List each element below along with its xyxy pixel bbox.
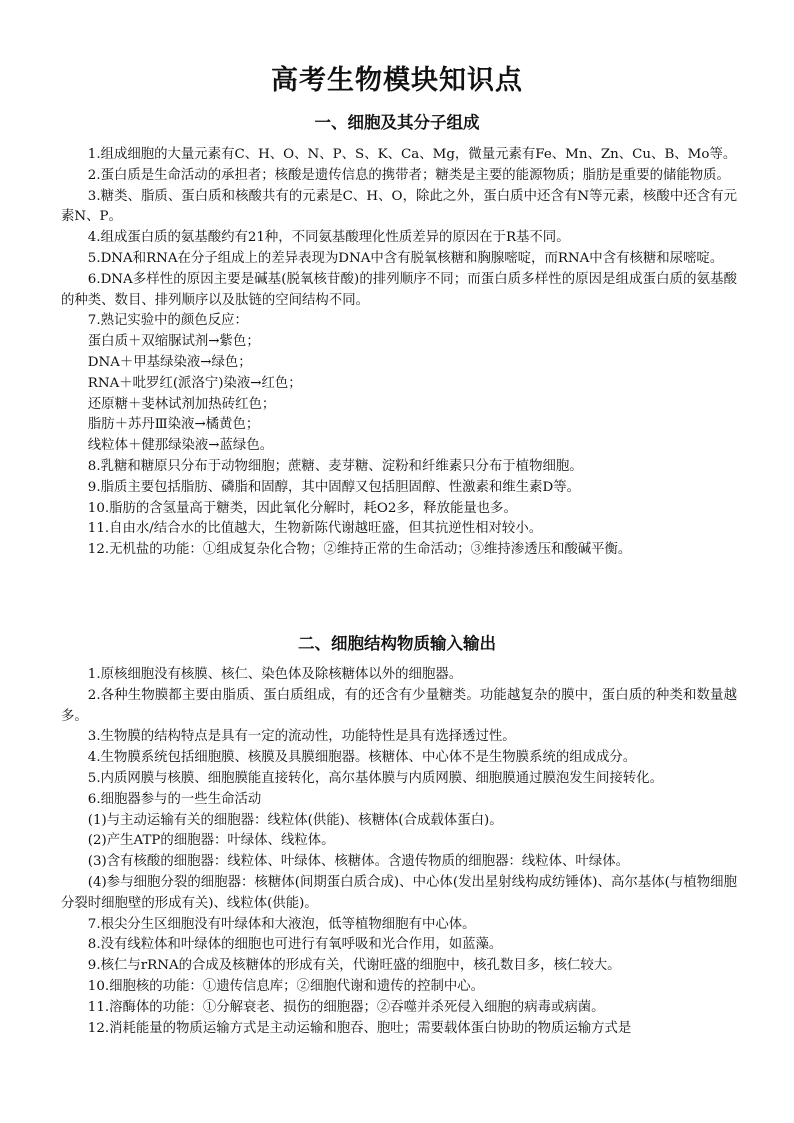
color-reaction-line: 线粒体＋健那绿染液→蓝绿色。 [87,438,274,454]
paragraph: 6.细胞器参与的一些生命活动 [87,791,262,807]
paragraph: 3.生物膜的结构特点是具有一定的流动性，功能特性是具有选择透过性。 [87,729,516,745]
paragraph: 12.无机盐的功能：①组成复杂化合物；②维持正常的生命活动；③维持渗透压和酸碱平衡。 [87,542,632,558]
paragraph: 9.脂质主要包括脂肪、磷脂和固醇，其中固醇又包括胆固醇、性激素和维生素D等。 [87,479,580,495]
paragraph: 4.组成蛋白质的氨基酸约有21种，不同氨基酸理化性质差异的原因在于R基不同。 [87,230,570,246]
paragraph: 1.原核细胞没有核膜、核仁、染色体及除核糖体以外的细胞器。 [87,667,463,682]
section-1-body [61,145,737,561]
paragraph: 2.蛋白质是生命活动的承担者；核酸是遗传信息的携带者；糖类是主要的能源物质；脂肪是重要的储能物质。 [87,167,730,183]
paragraph: 12.消耗能量的物质运输方式是主动运输和胞吞、胞吐；需要载体蛋白协助的物质运输方式是 [87,1020,632,1036]
paragraph: 6.DNA多样性的原因主要是碱基(脱氧核苷酸)的排列顺序不同；而蛋白质多样性的原因是组成蛋白质的氨基酸的种类、数目、排列顺序以及肽链的空间结构不同。 [61,271,737,308]
sub-item: (4)参与细胞分裂的细胞器：核糖体(间期蛋白质合成)、中心体(发出星射线构成纺锤体)、高尔基体(与植物细胞分裂时细胞壁的形成有关)、线粒体(供能)。 [61,874,737,911]
color-reaction-line: DNA＋甲基绿染液→绿色； [87,354,252,370]
paragraph: 3.糖类、脂质、蛋白质和核酸共有的元素是C、H、O，除此之外，蛋白质中还含有N等元素，核酸中还含有元素N、P。 [61,188,737,225]
sub-item: (2)产生ATP的细胞器：叶绿体、线粒体。 [87,833,335,849]
paragraph: 8.乳糖和糖原只分布于动物细胞；蔗糖、麦芽糖、淀粉和纤维素只分布于植物细胞。 [87,458,583,474]
paragraph: 10.细胞核的功能：①遗传信息库；②细胞代谢和遗传的控制中心。 [87,978,485,994]
paragraph: 11.自由水/结合水的比值越大，生物新陈代谢越旺盛，但其抗逆性相对较小。 [87,521,543,537]
paragraph: 2.各种生物膜都主要由脂质、蛋白质组成，有的还含有少量糖类。功能越复杂的膜中，蛋白质的种类和数量越多。 [61,687,737,724]
paragraph: 5.内质网膜与核膜、细胞膜能直接转化，高尔基体膜与内质网膜、细胞膜通过膜泡发生间接转化。 [87,770,663,786]
paragraph: 5.DNA和RNA在分子组成上的差异表现为DNA中含有脱氧核糖和胸腺嘧啶，而RNA中含有核糖和尿嘧啶。 [87,250,724,266]
page-title: 高考生物模块知识点 [271,65,523,96]
paragraph: 7.根尖分生区细胞没有叶绿体和大液泡，低等植物细胞有中心体。 [87,916,476,932]
section-1-heading: 一、细胞及其分子组成 [314,113,480,132]
section-2-body [61,665,737,1039]
section-2-heading: 二、细胞结构物质输入输出 [298,634,496,653]
paragraph: 1.组成细胞的大量元素有C、H、O、N、P、S、K、Ca、Mg，微量元素有Fe、Mn、Zn、Cu、B、Mo等。 [87,147,737,162]
paragraph: 9.核仁与rRNA的合成及核糖体的形成有关，代谢旺盛的细胞中，核孔数目多，核仁较大。 [87,958,621,974]
color-reaction-line: 还原糖＋斐林试剂加热砖红色； [87,396,276,412]
paragraph: 7.熟记实验中的颜色反应： [87,313,248,329]
paragraph: 11.溶酶体的功能：①分解衰老、损伤的细胞器；②吞噬并杀死侵入细胞的病毒或病菌。 [87,999,605,1015]
color-reaction-line: 脂肪＋苏丹Ⅲ染液→橘黄色； [87,417,260,433]
color-reaction-line: 蛋白质＋双缩脲试剂→紫色； [87,334,260,350]
paragraph: 4.生物膜系统包括细胞膜、核膜及具膜细胞器。核糖体、中心体不是生物膜系统的组成成分。 [87,750,637,766]
sub-item: (1)与主动运输有关的细胞器：线粒体(供能)、核糖体(合成载体蛋白)。 [87,812,503,828]
paragraph: 8.没有线粒体和叶绿体的细胞也可进行有氧呼吸和光合作用，如蓝藻。 [87,937,503,953]
sub-item: (3)含有核酸的细胞器：线粒体、叶绿体、核糖体。含遗传物质的细胞器：线粒体、叶绿体。 [87,854,629,870]
paragraph: 10.脂肪的含氢量高于糖类，因此氧化分解时，耗O2多，释放能量也多。 [87,500,517,516]
color-reaction-line: RNA＋吡罗红(派洛宁)染液→红色； [87,375,302,391]
